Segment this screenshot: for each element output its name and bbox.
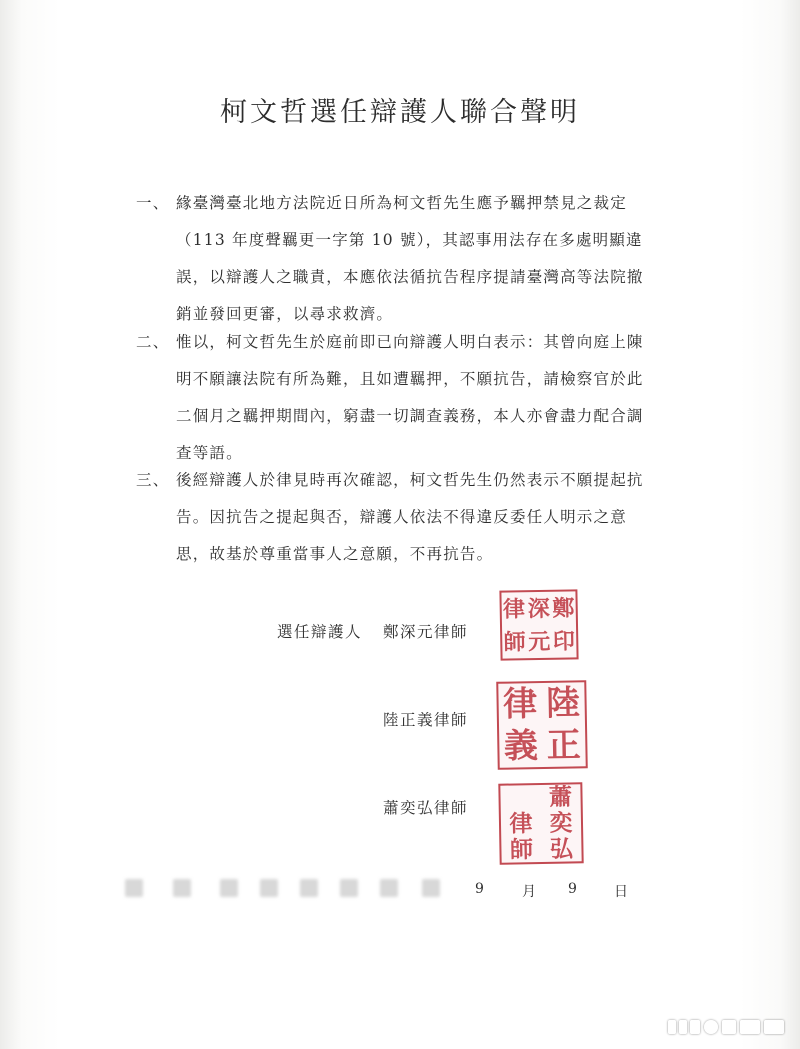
signature-name-3: 蕭奕弘律師 [383,799,469,817]
date-month: 9 [475,881,485,897]
watermark-glyph [722,1020,736,1034]
paragraph-text: 後經辯護人於律見時再次確認，柯文哲先生仍然表示不願提起抗告。因抗告之提起與否，辯護人依法不得違反委任人明示之意思，故基於尊重當事人之意願，不再抗告。 [176,471,644,563]
paragraph-3 [136,462,656,573]
redaction-block [173,879,191,897]
redaction-block [300,879,318,897]
paragraph-number: 二、 [136,333,170,351]
seal-char [500,785,540,811]
watermark-glyph [704,1020,718,1034]
watermark-glyph [690,1020,700,1034]
redaction-block [422,879,440,897]
seal-char: 印 [552,627,576,655]
signature-name-2: 陸正義律師 [383,711,469,729]
seal-stamp-1 [499,589,578,660]
date-day-unit: 日 [614,884,629,900]
redaction-block [340,879,358,897]
seal-char: 師 [509,835,534,864]
signature-name-1: 鄭深元律師 [383,623,469,641]
date-day: 9 [568,881,578,897]
seal-char: 奕 [549,809,573,837]
redacted-date-region [125,879,445,901]
paragraph-number: 三、 [136,471,170,489]
seal-char: 弘 [549,835,574,863]
document-title: 柯文哲選任辯護人聯合聲明 [220,97,580,128]
seal-char: 元 [528,628,551,655]
redaction-block [125,879,143,897]
seal-char: 律 [509,810,533,838]
seal-char: 正 [546,725,582,766]
seal-char: 蕭 [548,783,573,812]
seal-char: 律 [502,595,526,623]
signature-role-label: 選任辯護人 [277,623,363,641]
seal-char: 陸 [545,683,581,724]
redaction-block [260,879,278,897]
watermark [668,1017,786,1039]
seal-char: 深 [527,595,550,622]
paragraph-1 [136,185,656,333]
watermark-glyph [740,1020,760,1034]
paragraph-text: 惟以，柯文哲先生於庭前即已向辯護人明白表示：其曾向庭上陳明不願讓法院有所為難，且如遭羈押，不願抗告，請檢察官於此二個月之羈押期間內，窮盡一切調查義務，本人亦會盡力配合調查等語。 [176,333,644,462]
watermark-glyph [668,1020,676,1034]
seal-char: 師 [503,628,526,656]
watermark-glyph [764,1020,784,1034]
seal-char: 鄭 [552,594,575,622]
paragraph-number: 一、 [136,194,170,212]
date-month-unit: 月 [522,884,537,900]
seal-stamp-2 [496,680,588,770]
paragraph-2 [136,324,656,472]
paragraph-text: 緣臺灣臺北地方法院近日所為柯文哲先生應予羈押禁見之裁定（113 年度聲羈更一字第 10 號），其認事用法存在多處明顯違誤，以辯護人之職責，本應依法循抗告程序提請臺灣高等法院撤銷並發回更審，以尋求救濟。 [176,194,644,323]
watermark-glyph [679,1020,687,1034]
redaction-block [380,879,398,897]
seal-stamp-3 [498,782,583,864]
redaction-block [220,879,238,897]
seal-char: 律 [502,684,538,725]
seal-char: 義 [503,726,539,767]
